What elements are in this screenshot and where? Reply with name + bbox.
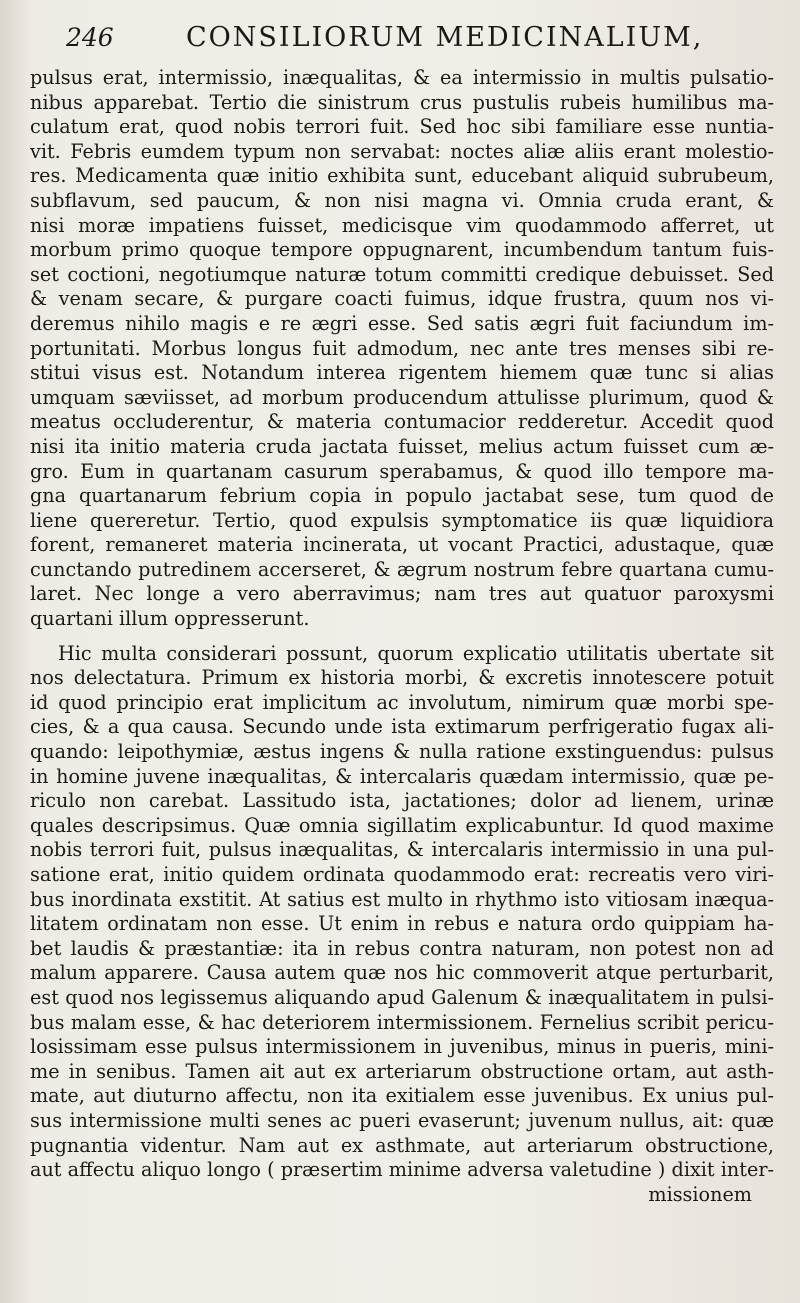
text-line: stitui visus est. Notandum interea rigentem hiemem quæ tunc si alias (30, 361, 774, 385)
text-line: gna quartanarum febrium copia in populo jactabat sese, tum quod de (30, 484, 774, 508)
text-line: pulsus erat, intermissio, inæqualitas, & ea intermissio in multis pulsatio- (30, 66, 774, 89)
text-line: cunctando putredinem accerseret, & ægrum nostrum febre quartana cumu- (30, 557, 774, 581)
catchword: missionem (648, 1182, 752, 1206)
text-line: bus malam esse, & hac deteriorem intermissionem. Fernelius scribit pericu- (30, 1010, 774, 1034)
text-line: me in senibus. Tamen ait aut ex arteriarum obstructione ortam, aut asth- (30, 1059, 774, 1083)
running-title: CONSILIORUM MEDICINALIUM, (186, 22, 704, 53)
text-line: quando: leipothymiæ, æstus ingens & nulla ratione exstinguendus: pulsus (30, 740, 774, 764)
text-line: id quod principio erat implicitum ac involutum, nimirum quæ morbi spe- (30, 690, 774, 714)
text-line: res. Medicamenta quæ initio exhibita sunt, educebant aliquid subrubeum, (30, 164, 774, 188)
text-line: morbum primo quoque tempore oppugnarent, incumbendum tantum fuis- (30, 238, 774, 262)
text-line: deremus nihilo magis e re ægri esse. Sed satis ægri fuit faciundum im- (30, 311, 774, 335)
text-line: aut affectu aliquo longo ( præsertim minime adversa valetudine ) dixit inter- (30, 1158, 774, 1182)
text-line: bus inordinata exstitit. At satius est multo in rhythmo isto vitiosam inæqua- (30, 887, 774, 911)
text-line: est quod nos legissemus aliquando apud Galenum & inæqualitatem in pulsi- (30, 985, 774, 1009)
text-line: meatus occluderentur, & materia contumacior redderetur. Accedit quod (30, 410, 774, 434)
text-line: riculo non carebat. Lassitudo ista, jactationes; dolor ad lienem, urinæ (30, 789, 774, 813)
text-line: bet laudis & præstantiæ: ita in rebus contra naturam, non potest non ad (30, 936, 774, 960)
text-line: nos delectatura. Primum ex historia morbi, & excretis innotescere potuit (30, 666, 774, 690)
text-line: subflavum, sed paucum, & non nisi magna vi. Omnia cruda erant, & (30, 188, 774, 212)
paragraph-1 (30, 66, 774, 632)
text-line: culatum erat, quod nobis terrori fuit. Sed hoc sibi familiare esse nuntia- (30, 115, 774, 139)
text-line: quartani illum oppresserunt. (30, 607, 310, 631)
text-line: cies, & a qua causa. Secundo unde ista extimarum perfrigeratio fugax ali- (30, 715, 774, 739)
text-line: satione erat, initio quidem ordinata quodammodo erat: recreatis vero viri- (30, 863, 774, 886)
text-line: nibus apparebat. Tertio die sinistrum crus pustulis rubeis humilibus ma- (30, 90, 774, 114)
text-line: umquam sæviisset, ad morbum producendum attulisse plurimum, quod & (30, 385, 774, 409)
text-line: Hic multa considerari possunt, quorum explicatio utilitatis ubertate sit (58, 641, 774, 665)
text-line: laret. Nec longe a vero aberravimus; nam tres aut quatuor paroxysmi (30, 582, 774, 606)
text-line: sus intermissione multi senes ac pueri evaserunt; juvenum nullus, ait: quæ (30, 1108, 774, 1132)
text-line: liene quereretur. Tertio, quod expulsis symptomatice iis quæ liquidiora (30, 508, 774, 532)
text-line: pugnantia videntur. Nam aut ex asthmate, aut arteriarum obstructione, (30, 1133, 774, 1157)
text-line: mate, aut diuturno affectu, non ita exitialem esse juvenibus. Ex unius pul- (30, 1084, 774, 1108)
page-number: 246 (66, 23, 114, 52)
running-head (30, 22, 774, 66)
text-line: nisi ita initio materia cruda jactata fuisset, melius actum fuisset cum æ- (30, 434, 774, 458)
text-line: forent, remaneret materia incinerata, ut vocant Practici, adustaque, quæ (30, 533, 774, 557)
text-line: losissimam esse pulsus intermissionem in juvenibus, minus in pueris, mini- (30, 1035, 774, 1059)
text-line: & venam secare, & purgare coacti fuimus, idque frustra, quum nos vi- (30, 287, 774, 311)
text-line: set coctioni, negotiumque naturæ totum committi credique debuisset. Sed (30, 262, 774, 286)
text-line: nisi moræ impatiens fuisset, medicisque vim quodammodo afferret, ut (30, 213, 774, 237)
text-line: nobis terrori fuit, pulsus inæqualitas, & intercalaris intermissio in una pul- (30, 838, 774, 862)
text-line: vit. Febris eumdem typum non servabat: noctes aliæ aliis erant molestio- (30, 139, 774, 163)
paragraph-2 (30, 642, 774, 1183)
text-line: litatem ordinatam non esse. Ut enim in rebus e natura ordo quippiam ha- (30, 912, 774, 936)
text-line: in homine juvene inæqualitas, & intercalaris quædam intermissio, quæ pe- (30, 764, 774, 788)
paragraph-gap (30, 632, 774, 642)
text-line: quales descripsimus. Quæ omnia sigillatim explicabuntur. Id quod maxime (30, 813, 774, 837)
text-line: gro. Eum in quartanam casurum sperabamus, & quod illo tempore ma- (30, 459, 774, 483)
text-line: malum apparere. Causa autem quæ nos hic commoverit atque perturbarit, (30, 961, 774, 985)
text-line: portunitati. Morbus longus fuit admodum, nec ante tres menses sibi re- (30, 336, 774, 360)
